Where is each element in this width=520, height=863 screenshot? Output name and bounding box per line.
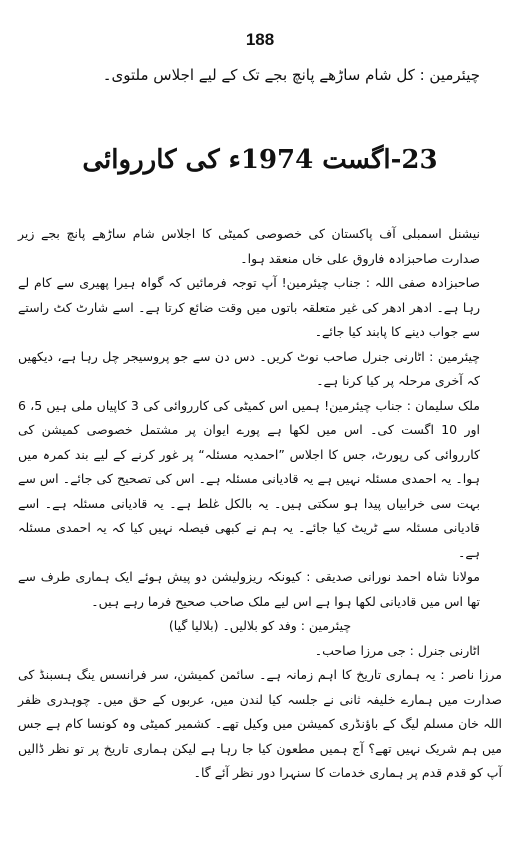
page-number: 188 bbox=[245, 30, 275, 49]
session-heading: 23-اگست 1974ء کی کارروائی bbox=[82, 145, 438, 175]
paragraph-mirza-nasir: مرزا ناصر : یہ ہماری تاریخ کا اہم زمانہ ہے۔ سائمن کمیشن، سر فرانسس ینگ ہسبنڈ کی صدارت میں ہمارے خلیفہ ثانی نے جلسہ کیا لندن میں، عربوں کے حق میں۔ چوہدری ظفر اللہ خان مسلم لیگ کے باؤنڈری کمیشن میں وکیل تھے۔ کشمیر کمیٹی وہ کونسا کام ہے جس میں ہم شریک نہیں تھے؟ آج ہمیں مطعون کیا جا رہا ہے لیکن ہماری تاریخ پر تو نظر ڈالیں آپ کو قدم قدم پر ہماری خدمات کا سنہرا دور نظر آئے گا۔ bbox=[18, 667, 502, 780]
paragraph-safiullah: صاحبزادہ صفی اللہ : جناب چیئرمین! آپ توجہ فرمائیں کہ گواہ ہیرا پھیری سے کام لے رہا ہے۔ ادھر ادھر کی غیر متعلقہ باتوں میں وقت ضائع کرتا ہے۔ اسے شارٹ کٹ راستے سے جواب دینے کا پابند کیا جائے۔ bbox=[18, 275, 480, 339]
paragraph-opening: نیشنل اسمبلی آف پاکستان کی خصوصی کمیٹی کا اجلاس شام ساڑھے پانچ بجے زیر صدارت صاحبزادہ فاروق علی خاں منعقد ہوا۔ bbox=[18, 226, 480, 266]
paragraph-chairman-2: چیئرمین : وفد کو بلالیں۔ (بلالیا گیا) bbox=[168, 618, 352, 633]
paragraph-malik-sulaiman: ملک سلیمان : جناب چیئرمین! ہمیں اس کمیٹی کی کارروائی کی 3 کاپیاں ملی ہیں 5، 6 اور 10 اگست کی۔ اس میں لکھا ہے پورے ایوان پر مشتمل خصوصی کمیشن کی کارروائی کی رپورٹ، جس کا اجلاس ”احمدیہ مسئلہ“ پر غور کرنے کے لیے بند کمرہ میں ہوا۔ یہ احمدی مسئلہ نہیں ہے یہ قادیانی مسئلہ ہے۔ اس کی تصحیح کی جائے۔ اس سے بہت سی خرابیاں پیدا ہو سکتی ہیں۔ یہ بالکل غلط ہے۔ یہ قادیانی مسئلہ ہے۔ اسے قادیانی مسئلہ سے ٹریٹ کیا جائے۔ یہ ہم نے کبھی فیصلہ نہیں کیا کہ یہ احمدی مسئلہ ہے۔ bbox=[18, 397, 480, 560]
paragraph-attorney-general: اٹارنی جنرل : جی مرزا صاحب۔ bbox=[314, 642, 480, 658]
paragraph-chairman-1: چیئرمین : اٹارنی جنرل صاحب نوٹ کریں۔ دس دن سے جو پروسیجر چل رہا ہے، دیکھیں کہ آخری مرحلہ پر کیا کرنا ہے۔ bbox=[18, 348, 480, 388]
adjournment-line: چیئرمین : کل شام ساڑھے پانچ بجے تک کے لیے اجلاس ملتوی۔ bbox=[102, 66, 480, 84]
proceedings-text bbox=[18, 222, 502, 786]
paragraph-noorani: مولانا شاہ احمد نورانی صدیقی : کیونکہ ریزولیشن دو پیش ہوئے ایک ہماری طرف سے تھا اس میں قادیانی لکھا ہوا ہے اس لیے ملک صاحب صحیح فرما رہے ہیں۔ bbox=[18, 569, 480, 609]
